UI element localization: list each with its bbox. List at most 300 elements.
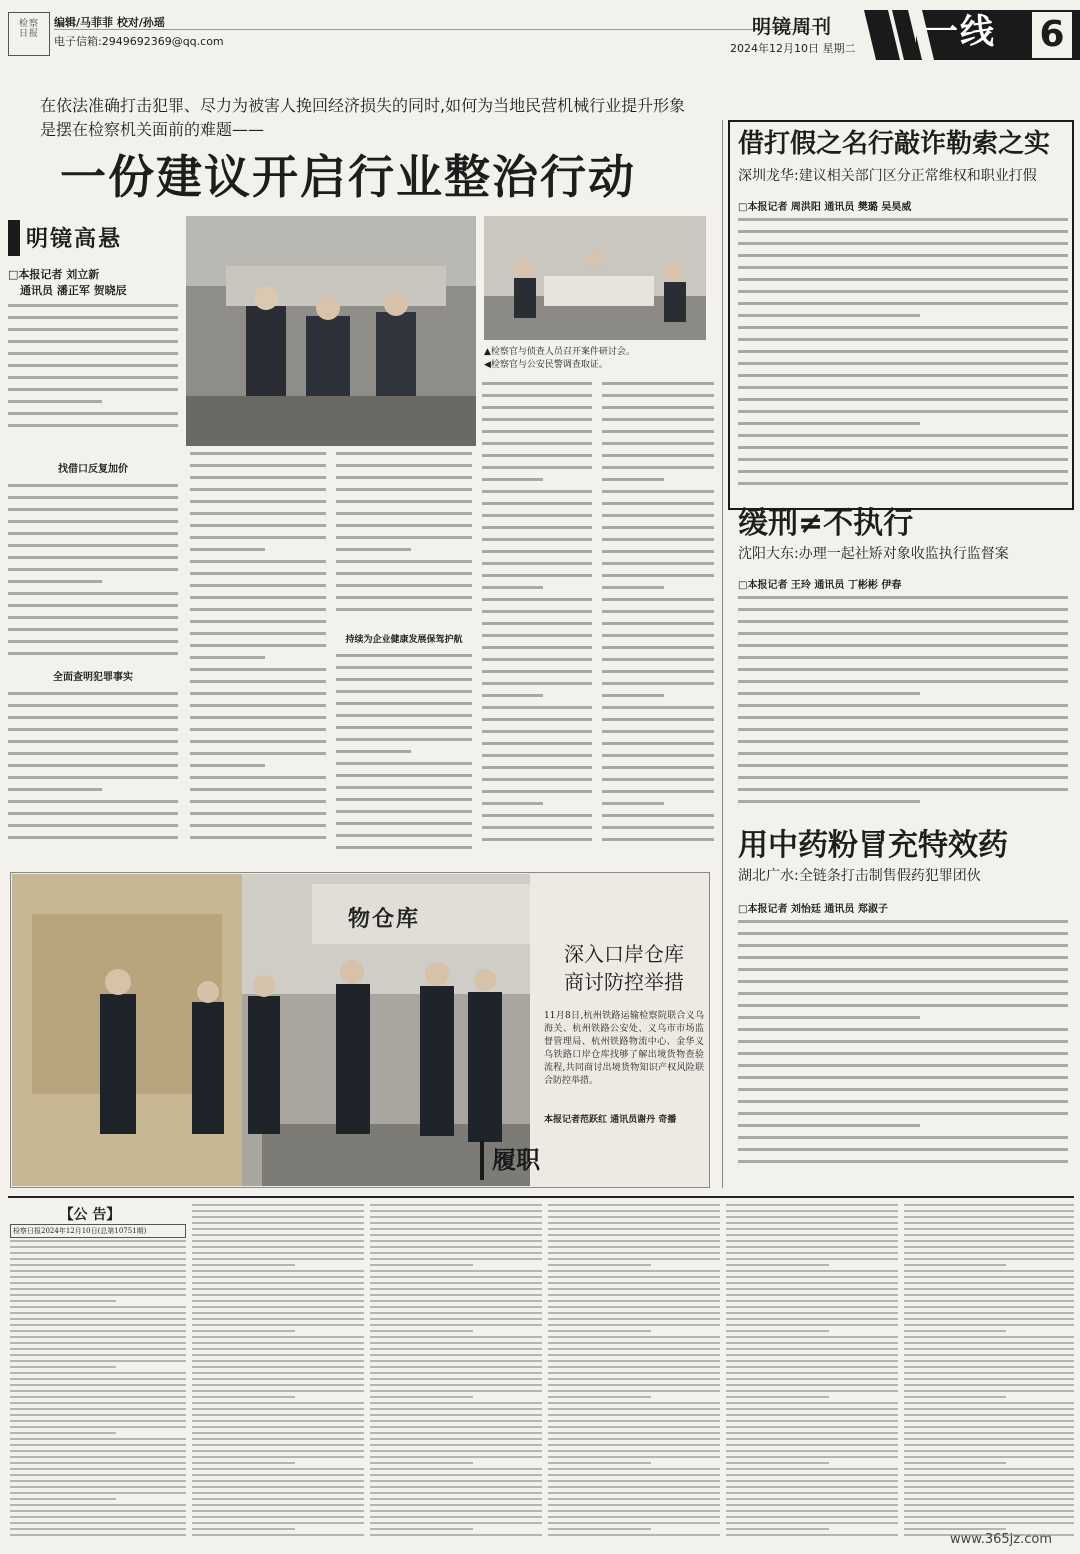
text-line: [482, 778, 592, 781]
text-line: [738, 338, 1068, 341]
text-line: [336, 846, 472, 849]
notice-line: [10, 1432, 116, 1434]
text-line: [602, 418, 714, 421]
text-line: [336, 810, 472, 813]
notice-line: [726, 1270, 898, 1272]
text-line: [336, 834, 472, 837]
text-line: [190, 800, 326, 803]
text-line: [8, 568, 178, 571]
text-line: [738, 632, 1068, 635]
text-line: [738, 386, 1068, 389]
text-line: [336, 714, 472, 717]
notice-line: [370, 1414, 542, 1416]
notice-line: [904, 1384, 1074, 1386]
notice-line: [726, 1504, 898, 1506]
notice-line: [370, 1228, 542, 1230]
text-line: [602, 706, 714, 709]
text-line: [602, 502, 714, 505]
notice-line: [192, 1264, 295, 1266]
notice-line: [548, 1222, 720, 1224]
notices-col-3: [370, 1204, 542, 1540]
notice-line: [370, 1210, 542, 1212]
text-line: [482, 442, 592, 445]
text-line: [738, 266, 1068, 269]
text-line: [602, 694, 664, 697]
notice-line: [726, 1366, 898, 1368]
notice-line: [10, 1534, 186, 1536]
text-line: [482, 742, 592, 745]
side-story-3-byline: □本报记者 刘怡廷 通讯员 郑淑子: [738, 904, 888, 915]
text-line: [482, 526, 592, 529]
notice-line: [548, 1402, 720, 1404]
notice-line: [726, 1354, 898, 1356]
notice-line: [726, 1318, 898, 1320]
text-line: [738, 656, 1068, 659]
text-line: [602, 718, 714, 721]
text-line: [190, 500, 326, 503]
notice-line: [10, 1330, 186, 1332]
notice-line: [192, 1270, 364, 1272]
notice-line: [10, 1426, 186, 1428]
notice-line: [192, 1486, 364, 1488]
notice-line: [10, 1402, 186, 1404]
text-line: [190, 692, 326, 695]
text-line: [190, 488, 326, 491]
text-line: [190, 824, 326, 827]
photo-feature-badge: 履职: [480, 1140, 580, 1180]
text-line: [738, 764, 1068, 767]
text-line: [738, 470, 1068, 473]
side-story-3-body: [738, 920, 1068, 1182]
text-line: [8, 544, 178, 547]
notice-line: [10, 1528, 186, 1530]
text-line: [738, 1028, 1068, 1031]
notice-line: [726, 1228, 898, 1230]
text-line: [482, 766, 592, 769]
notice-line: [548, 1234, 720, 1236]
notices-col-6: [904, 1204, 1074, 1540]
text-line: [738, 1148, 1068, 1151]
notice-line: [370, 1360, 542, 1362]
notice-line: [10, 1516, 186, 1518]
text-line: [482, 502, 592, 505]
lead-body-col-3b: [336, 654, 472, 858]
notice-line: [370, 1390, 542, 1392]
notice-line: [548, 1258, 720, 1260]
text-line: [738, 1040, 1068, 1043]
notice-line: [904, 1288, 1074, 1290]
text-line: [482, 802, 543, 805]
notice-line: [10, 1318, 186, 1320]
notice-line: [192, 1276, 364, 1278]
notice-line: [370, 1336, 542, 1338]
text-line: [8, 424, 178, 427]
notice-line: [370, 1366, 542, 1368]
text-line: [738, 1160, 1068, 1163]
notice-line: [904, 1456, 1074, 1458]
notice-line: [370, 1318, 542, 1320]
text-line: [8, 604, 178, 607]
notice-line: [370, 1474, 542, 1476]
notice-line: [726, 1252, 898, 1254]
notice-line: [10, 1474, 186, 1476]
notice-line: [370, 1486, 542, 1488]
notice-line: [726, 1534, 898, 1536]
notice-line: [904, 1366, 1074, 1368]
notice-line: [10, 1336, 186, 1338]
text-line: [336, 654, 472, 657]
notice-line: [726, 1420, 898, 1422]
notice-line: [548, 1414, 720, 1416]
notice-line: [904, 1468, 1074, 1470]
text-line: [738, 920, 1068, 923]
text-line: [8, 812, 178, 815]
notice-line: [192, 1306, 364, 1308]
text-line: [482, 730, 592, 733]
notice-line: [726, 1456, 898, 1458]
notice-line: [726, 1522, 898, 1524]
notice-line: [726, 1264, 829, 1266]
notice-line: [10, 1384, 186, 1386]
text-line: [190, 560, 326, 563]
notices-col-1: [10, 1240, 186, 1540]
text-line: [190, 464, 326, 467]
text-line: [190, 728, 326, 731]
notice-line: [726, 1246, 898, 1248]
lead-body-col-1a: [8, 304, 178, 444]
text-line: [602, 514, 714, 517]
text-line: [8, 776, 178, 779]
text-line: [482, 682, 592, 685]
notice-line: [726, 1342, 898, 1344]
notice-line: [726, 1348, 898, 1350]
notice-line: [726, 1210, 898, 1212]
notice-line: [726, 1510, 898, 1512]
text-line: [336, 774, 472, 777]
notice-line: [10, 1342, 186, 1344]
notice-line: [904, 1462, 1006, 1464]
side-story-3-headline: 用中药粉冒充特效药: [738, 828, 1008, 863]
text-line: [482, 694, 543, 697]
notice-line: [192, 1456, 364, 1458]
notice-line: [548, 1282, 720, 1284]
text-line: [738, 362, 1068, 365]
notice-line: [904, 1300, 1074, 1302]
notice-line: [370, 1276, 542, 1278]
notices-col-2: [192, 1204, 364, 1540]
notice-line: [10, 1420, 186, 1422]
text-line: [8, 520, 178, 523]
text-line: [738, 992, 1068, 995]
text-line: [602, 538, 714, 541]
notice-line: [548, 1522, 720, 1524]
notice-line: [10, 1246, 186, 1248]
text-line: [336, 702, 472, 705]
text-line: [738, 1016, 920, 1019]
notice-line: [726, 1276, 898, 1278]
notice-line: [726, 1486, 898, 1488]
notices-col-5: [726, 1204, 898, 1540]
notice-line: [370, 1396, 473, 1398]
notice-line: [370, 1456, 542, 1458]
text-line: [336, 548, 411, 551]
notice-line: [370, 1246, 542, 1248]
notice-line: [548, 1438, 720, 1440]
text-line: [482, 706, 592, 709]
notice-line: [904, 1222, 1074, 1224]
notice-line: [370, 1258, 542, 1260]
text-line: [482, 574, 592, 577]
notice-line: [370, 1504, 542, 1506]
side-story-1-headline: 借打假之名行敲诈勒索之实: [738, 129, 1051, 159]
text-line: [602, 394, 714, 397]
text-line: [8, 376, 178, 379]
notice-line: [370, 1450, 542, 1452]
notice-line: [192, 1408, 364, 1410]
text-line: [336, 798, 472, 801]
text-line: [190, 788, 326, 791]
text-line: [8, 532, 178, 535]
notice-line: [548, 1210, 720, 1212]
notice-line: [904, 1348, 1074, 1350]
notice-line: [192, 1258, 364, 1260]
photo-meeting-illustration: [186, 216, 476, 446]
notice-line: [370, 1438, 542, 1440]
notice-line: [904, 1474, 1074, 1476]
notice-line: [10, 1456, 186, 1458]
text-line: [336, 596, 472, 599]
notices-subtitle: 检察日报2024年12月10日(总第10751期): [10, 1224, 186, 1238]
notice-line: [726, 1324, 898, 1326]
text-line: [738, 620, 1068, 623]
text-line: [602, 742, 714, 745]
text-line: [602, 754, 714, 757]
notice-line: [726, 1498, 898, 1500]
text-line: [190, 452, 326, 455]
text-line: [336, 512, 472, 515]
notice-line: [726, 1282, 898, 1284]
photo-caption-2: ◀检察官与公安民警调查取证。: [484, 360, 608, 370]
text-line: [190, 740, 326, 743]
notice-line: [904, 1450, 1074, 1452]
lead-body-col-2: [190, 452, 326, 858]
notice-line: [192, 1420, 364, 1422]
notice-line: [904, 1516, 1074, 1518]
notice-line: [726, 1312, 898, 1314]
text-line: [190, 608, 326, 611]
text-line: [738, 788, 1068, 791]
notice-line: [548, 1534, 720, 1536]
notice-line: [548, 1474, 720, 1476]
notice-line: [548, 1306, 720, 1308]
side-story-2-headline: 缓刑≠不执行: [738, 506, 914, 541]
notice-line: [10, 1450, 186, 1452]
lead-subhead-1: 找借口反复加价: [58, 464, 128, 475]
notice-line: [370, 1204, 542, 1206]
notice-line: [192, 1204, 364, 1206]
notice-line: [192, 1474, 364, 1476]
text-line: [738, 1136, 1068, 1139]
notice-line: [370, 1528, 473, 1530]
notice-line: [904, 1318, 1074, 1320]
text-line: [8, 364, 178, 367]
notice-line: [370, 1468, 542, 1470]
text-line: [336, 822, 472, 825]
text-line: [8, 496, 178, 499]
email-line: 电子信箱:2949692369@qq.com: [54, 35, 224, 48]
text-line: [738, 932, 1068, 935]
date-line: 2024年12月10日 星期二: [730, 42, 856, 55]
notice-line: [904, 1390, 1074, 1392]
notice-line: [904, 1312, 1074, 1314]
notice-line: [726, 1300, 898, 1302]
text-line: [738, 326, 1068, 329]
notice-line: [192, 1480, 364, 1482]
text-line: [602, 550, 714, 553]
notice-line: [904, 1276, 1074, 1278]
text-line: [602, 454, 714, 457]
text-line: [738, 1112, 1068, 1115]
notice-line: [192, 1438, 364, 1440]
photo-feature-caption: 11月8日,杭州铁路运输检察院联合义乌海关、杭州铁路公安处、义乌市市场监督管理局、杭州铁路物流中心、金华义乌铁路口岸仓库找够了解出境货物查验流程,共同商讨出境货物知识产权风险联合防控举措。: [544, 1011, 704, 1086]
notice-line: [192, 1384, 364, 1386]
notice-line: [192, 1342, 364, 1344]
text-line: [8, 800, 178, 803]
text-line: [8, 484, 178, 487]
text-line: [738, 278, 1068, 281]
text-line: [190, 476, 326, 479]
column-divider: [722, 120, 723, 1188]
text-line: [190, 716, 326, 719]
notice-line: [904, 1336, 1074, 1338]
notice-line: [370, 1282, 542, 1284]
text-line: [602, 598, 714, 601]
text-line: [336, 584, 472, 587]
side-story-2-body: [738, 596, 1068, 816]
notice-line: [10, 1366, 116, 1368]
notice-line: [192, 1390, 364, 1392]
notice-line: [548, 1330, 651, 1332]
text-line: [602, 562, 714, 565]
notice-line: [370, 1264, 473, 1266]
text-line: [602, 478, 664, 481]
notice-line: [726, 1438, 898, 1440]
text-line: [738, 752, 1068, 755]
notice-line: [548, 1468, 720, 1470]
notice-line: [904, 1408, 1074, 1410]
notice-line: [370, 1384, 542, 1386]
notice-line: [370, 1432, 542, 1434]
text-line: [336, 726, 472, 729]
notice-line: [904, 1216, 1074, 1218]
text-line: [8, 692, 178, 695]
notice-line: [548, 1246, 720, 1248]
text-line: [8, 836, 178, 839]
warehouse-sign: 物仓库: [348, 907, 421, 932]
photo-feature-title-2: 商讨防控举措: [564, 970, 684, 994]
text-line: [336, 488, 472, 491]
text-line: [602, 778, 714, 781]
editor-line: 编辑/马菲菲 校对/孙瑶: [54, 16, 165, 29]
notice-line: [10, 1468, 186, 1470]
text-line: [8, 580, 102, 583]
notice-line: [726, 1240, 898, 1242]
notice-line: [370, 1312, 542, 1314]
notice-line: [726, 1492, 898, 1494]
text-line: [738, 422, 920, 425]
notice-line: [904, 1240, 1074, 1242]
notice-line: [904, 1378, 1074, 1380]
notice-line: [726, 1414, 898, 1416]
notice-line: [548, 1300, 720, 1302]
notice-line: [192, 1312, 364, 1314]
notice-line: [548, 1240, 720, 1242]
notice-line: [726, 1294, 898, 1296]
text-line: [602, 766, 714, 769]
notice-line: [370, 1222, 542, 1224]
text-line: [482, 634, 592, 637]
text-line: [336, 690, 472, 693]
notice-line: [726, 1234, 898, 1236]
notice-line: [10, 1378, 186, 1380]
text-line: [738, 1004, 1068, 1007]
notice-line: [370, 1252, 542, 1254]
notice-line: [370, 1342, 542, 1344]
notice-line: [10, 1312, 186, 1314]
notice-line: [370, 1534, 542, 1536]
notice-line: [192, 1216, 364, 1218]
text-line: [738, 740, 1068, 743]
notice-line: [370, 1324, 542, 1326]
text-line: [8, 716, 178, 719]
text-line: [738, 944, 1068, 947]
notice-line: [904, 1330, 1006, 1332]
text-line: [8, 788, 102, 791]
text-line: [482, 826, 592, 829]
text-line: [336, 476, 472, 479]
side-story-1-byline: □本报记者 周洪阳 通讯员 樊璐 吴昊威: [738, 202, 912, 213]
text-line: [738, 1064, 1068, 1067]
notice-line: [548, 1312, 720, 1314]
text-line: [190, 632, 326, 635]
notice-line: [904, 1282, 1074, 1284]
notice-line: [192, 1252, 364, 1254]
text-line: [602, 730, 714, 733]
text-line: [190, 584, 326, 587]
notice-line: [904, 1510, 1074, 1512]
text-line: [738, 398, 1068, 401]
text-line: [738, 446, 1068, 449]
text-line: [190, 704, 326, 707]
notice-line: [548, 1276, 720, 1278]
notice-line: [192, 1222, 364, 1224]
notice-line: [192, 1228, 364, 1230]
text-line: [8, 304, 178, 307]
text-line: [8, 652, 178, 655]
notice-line: [192, 1246, 364, 1248]
text-line: [336, 666, 472, 669]
text-line: [738, 218, 1068, 221]
text-line: [602, 442, 714, 445]
notice-line: [192, 1336, 364, 1338]
text-line: [8, 640, 178, 643]
text-line: [738, 242, 1068, 245]
text-line: [738, 692, 920, 695]
lead-body-col-3: [336, 452, 472, 628]
notice-line: [10, 1438, 186, 1440]
notice-line: [192, 1468, 364, 1470]
newspaper-logo: 检察日报: [8, 12, 50, 56]
